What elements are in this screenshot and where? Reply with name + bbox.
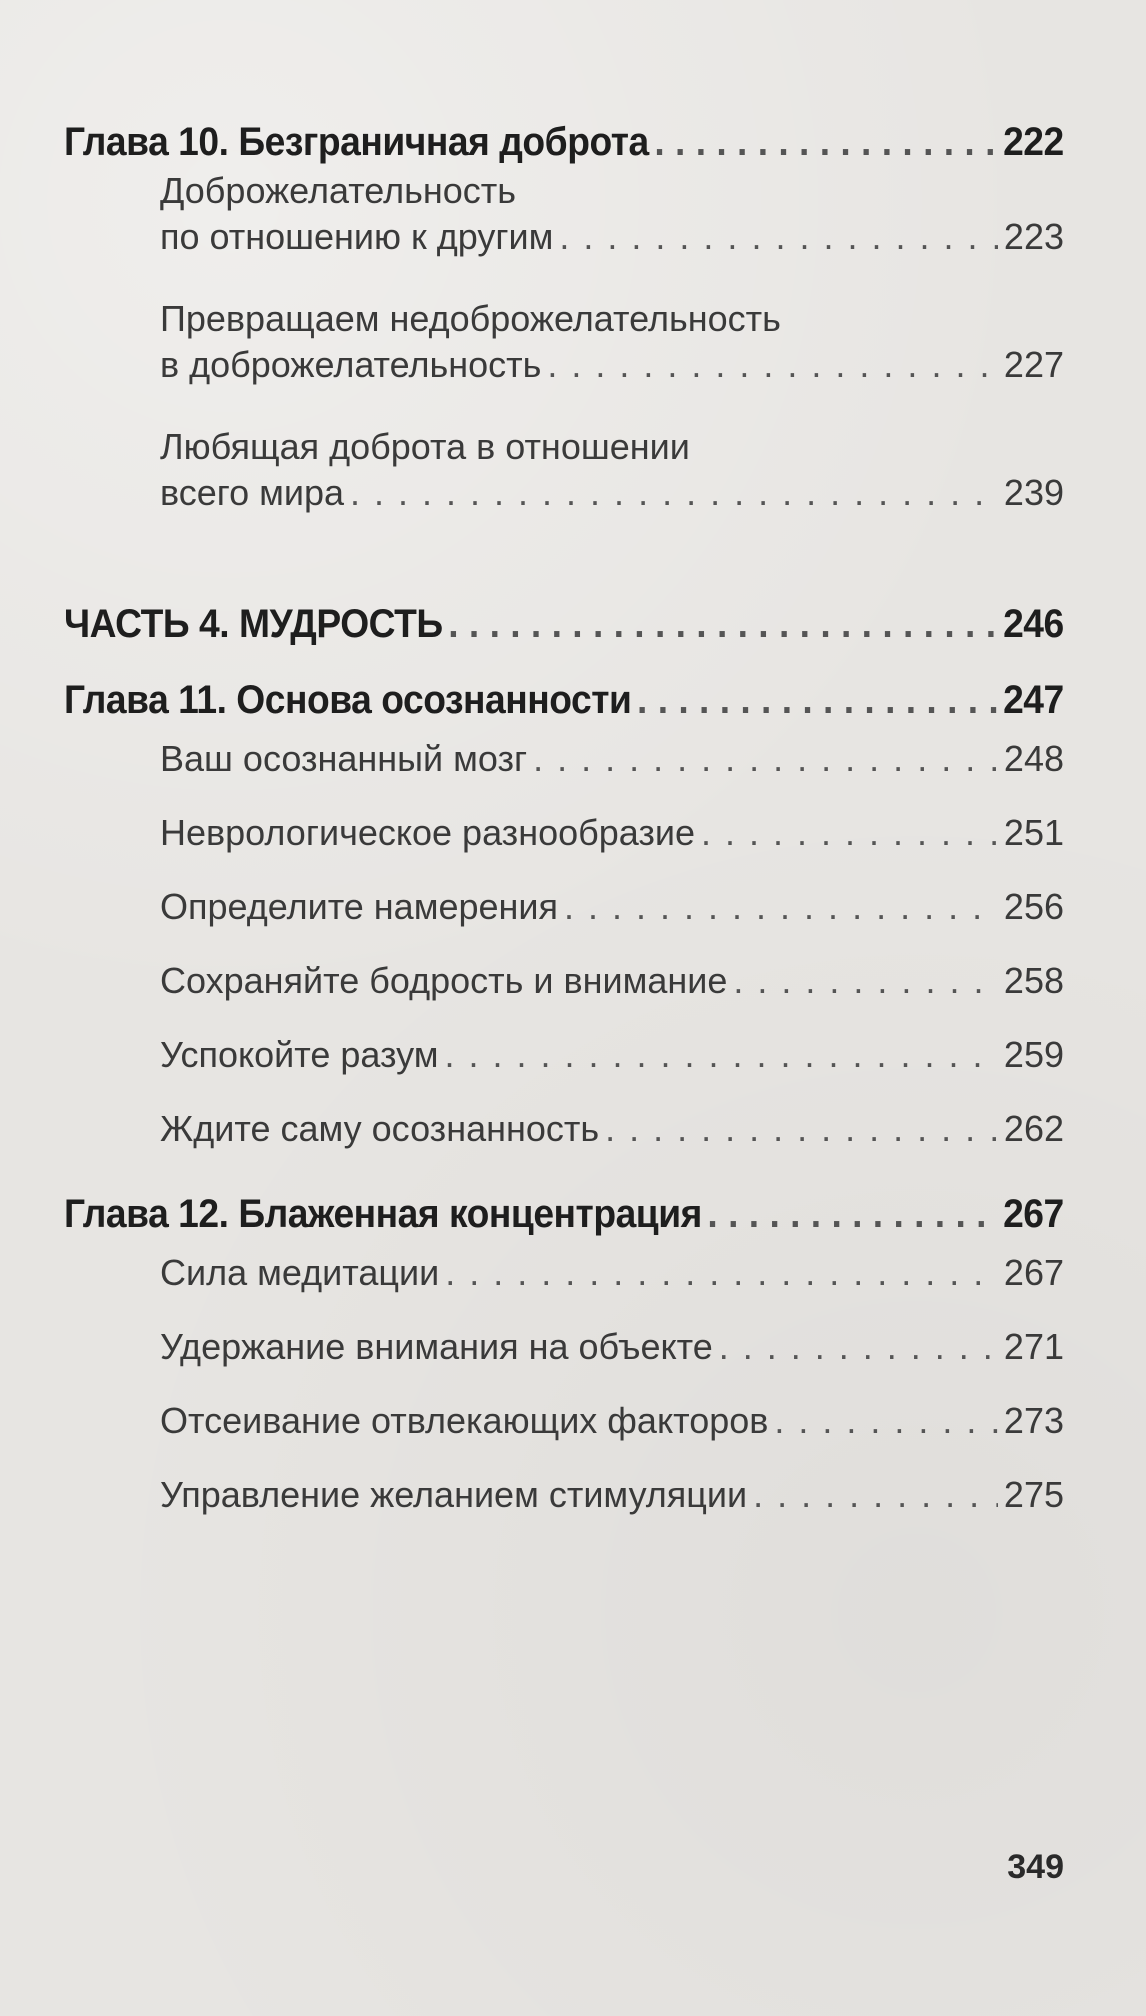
chapter-title: Глава 10. Безграничная доброта — [64, 120, 649, 164]
toc-chapter-12 — [64, 1190, 1064, 1238]
entry-title-line-1: Превращаем недоброжелательность — [160, 298, 781, 339]
dot-leader — [605, 1106, 998, 1152]
entry-last-line — [160, 470, 1064, 516]
part-title: ЧАСТЬ 4. МУДРОСТЬ — [64, 602, 443, 646]
toc-entry — [64, 424, 1064, 516]
dot-leader — [564, 884, 998, 930]
entry-title: Сила медитации — [160, 1252, 440, 1293]
dot-leader — [533, 736, 998, 782]
dot-leader — [753, 1472, 998, 1518]
toc-entry — [64, 958, 1064, 1004]
entry-title: Ждите саму осознанность — [160, 1108, 600, 1149]
entry-title: Определите намерения — [160, 886, 559, 927]
entry-page-number: 275 — [1003, 1474, 1064, 1515]
entry-title: Отсеивание отвлекающих факторов — [160, 1400, 769, 1441]
dot-leader — [733, 958, 998, 1004]
dot-leader — [547, 342, 998, 388]
toc-part-4 — [64, 600, 1064, 648]
chapter-page-number: 247 — [1003, 678, 1064, 722]
entry-title-line-1: Доброжелательность — [160, 170, 517, 211]
entry-page-number: 239 — [1003, 472, 1064, 513]
entry-page-number: 271 — [1003, 1326, 1064, 1367]
chapter-page-number: 267 — [1003, 1192, 1064, 1236]
entry-page-number: 223 — [1003, 216, 1064, 257]
dot-leader — [654, 118, 997, 166]
toc-entry — [64, 1106, 1064, 1152]
dot-leader — [559, 214, 998, 260]
entry-title: Управление желанием стимуляции — [160, 1474, 748, 1515]
page-number: 349 — [1007, 1848, 1064, 1886]
entry-title: Успокойте разум — [160, 1034, 439, 1075]
entry-title-line-2: по отношению к другим — [160, 216, 554, 257]
entry-title-line-1: Любящая доброта в отношении — [160, 426, 690, 467]
entry-title: Неврологическое разнообразие — [160, 812, 696, 853]
toc-entry — [64, 1472, 1064, 1518]
entry-title-line-2: в доброжелательность — [160, 344, 542, 385]
dot-leader — [637, 676, 997, 724]
entry-title: Ваш осознанный мозг — [160, 738, 528, 779]
toc-entry — [64, 1398, 1064, 1444]
entry-page-number: 267 — [1003, 1252, 1064, 1293]
chapter-page-number: 222 — [1003, 120, 1064, 164]
entry-page-number: 256 — [1003, 886, 1064, 927]
chapter-title: Глава 12. Блаженная концентрация — [64, 1192, 702, 1236]
toc-chapter-10 — [64, 118, 1064, 166]
entry-page-number: 248 — [1003, 738, 1064, 779]
toc-entry — [64, 736, 1064, 782]
part-page-number: 246 — [1003, 602, 1064, 646]
entry-title: Сохраняйте бодрость и внимание — [160, 960, 728, 1001]
entry-title-line-2: всего мира — [160, 472, 345, 513]
chapter-title: Глава 11. Основа осознанности — [64, 678, 632, 722]
entry-last-line — [160, 214, 1064, 260]
dot-leader — [774, 1398, 998, 1444]
entry-page-number: 258 — [1003, 960, 1064, 1001]
dot-leader — [445, 1250, 998, 1296]
dot-leader — [448, 600, 997, 648]
dot-leader — [707, 1190, 997, 1238]
toc-entry — [64, 296, 1064, 388]
toc-entry — [64, 168, 1064, 260]
toc-entry — [64, 1324, 1064, 1370]
entry-last-line — [160, 342, 1064, 388]
dot-leader — [719, 1324, 998, 1370]
entry-title: Удержание внимания на объекте — [160, 1326, 713, 1367]
entry-page-number: 262 — [1003, 1108, 1064, 1149]
toc-entry — [64, 810, 1064, 856]
table-of-contents — [64, 118, 1064, 1518]
dot-leader — [350, 470, 998, 516]
entry-page-number: 259 — [1003, 1034, 1064, 1075]
entry-page-number: 227 — [1003, 344, 1064, 385]
toc-chapter-11 — [64, 676, 1064, 724]
dot-leader — [701, 810, 998, 856]
entry-page-number: 251 — [1003, 812, 1064, 853]
dot-leader — [444, 1032, 997, 1078]
entry-page-number: 273 — [1003, 1400, 1064, 1441]
toc-entry — [64, 884, 1064, 930]
toc-entry — [64, 1250, 1064, 1296]
toc-entry — [64, 1032, 1064, 1078]
